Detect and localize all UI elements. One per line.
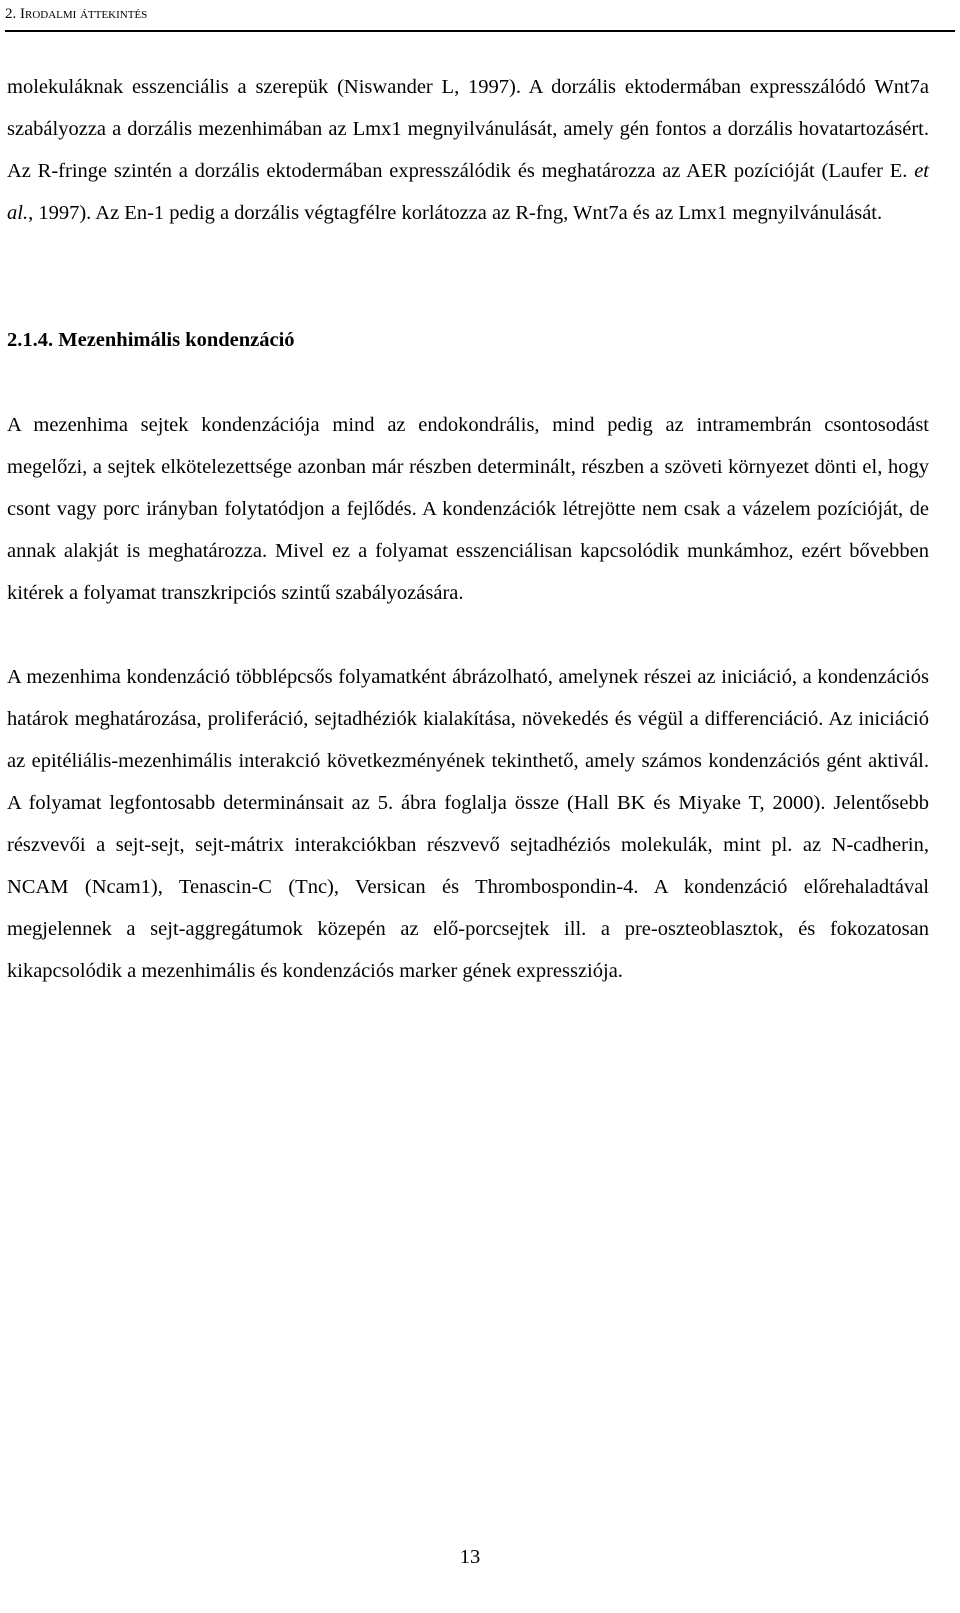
paragraph-1-text-b: , 1997). Az En-1 pedig a dorzális végtagfélre korlátozza az R-fng, Wnt7a és az Lmx1 megnyilvánulását.: [28, 202, 883, 224]
paragraph-1-text-a: molekuláknak esszenciális a szerepük (Niswander L, 1997). A dorzális ektodermában expresszálódó Wnt7a szabályozza a dorzális mezenhimában az Lmx1 megnyilvánulását, amely gén fontos a dorzális hovatartozásért. Az R-fringe szintén a dorzális ektodermában expresszálódik és meghatározza az AER pozícióját (Laufer E.: [7, 76, 929, 182]
chapter-number: 2.: [5, 6, 17, 22]
running-header: [5, 4, 955, 32]
page-number: 13: [459, 1546, 481, 1568]
paragraph-3: A mezenhima kondenzáció többlépcsős folyamatként ábrázolható, amelynek részei az iniciáció, a kondenzációs határok meghatározása, proliferáció, sejtadhéziók kialakítása, növekedés és végül a differenciáció. Az iniciáció az epitéliális-mezenhimális interakció következményének tekinthető, amely számos kondenzációs gént aktivál. A folyamat legfontosabb determinánsait az 5. ábra foglalja össze (Hall BK és Miyake T, 2000). Jelentősebb részvevői a sejt-sejt, sejt-mátrix interakciókban részvevő sejtadhéziós molekulák, mint pl. az N-cadherin, NCAM (Ncam1), Tenascin-C (Tnc), Versican és Thrombospondin-4. A kondenzáció előrehaladtával megjelennek a sejt-aggregátumok közepén az elő-porcsejtek ill. a pre-oszteoblasztok, és fokozatosan kikapcsolódik a mezenhimális és kondenzációs marker gének expressziója.: [7, 666, 929, 982]
paragraph-1: [7, 66, 929, 234]
paragraph-1-italic: et al.: [7, 160, 929, 224]
section-heading: 2.1.4. Mezenhimális kondenzáció: [7, 329, 295, 351]
paragraph-2: A mezenhima sejtek kondenzációja mind az endokondrális, mind pedig az intramembrán csontosodást megelőzi, a sejtek elkötelezettsége azonban már részben determinált, részben a szöveti környezet dönti el, hogy csont vagy porc irányban folytatódjon a fejlődés. A kondenzációk létrejötte nem csak a vázelem pozícióját, de annak alakját is meghatározza. Mivel ez a folyamat esszenciálisan kapcsolódik munkámhoz, ezért bővebben kitérek a folyamat transzkripciós szintű szabályozására.: [7, 414, 929, 604]
chapter-title: Irodalmi áttekintés: [20, 6, 148, 22]
